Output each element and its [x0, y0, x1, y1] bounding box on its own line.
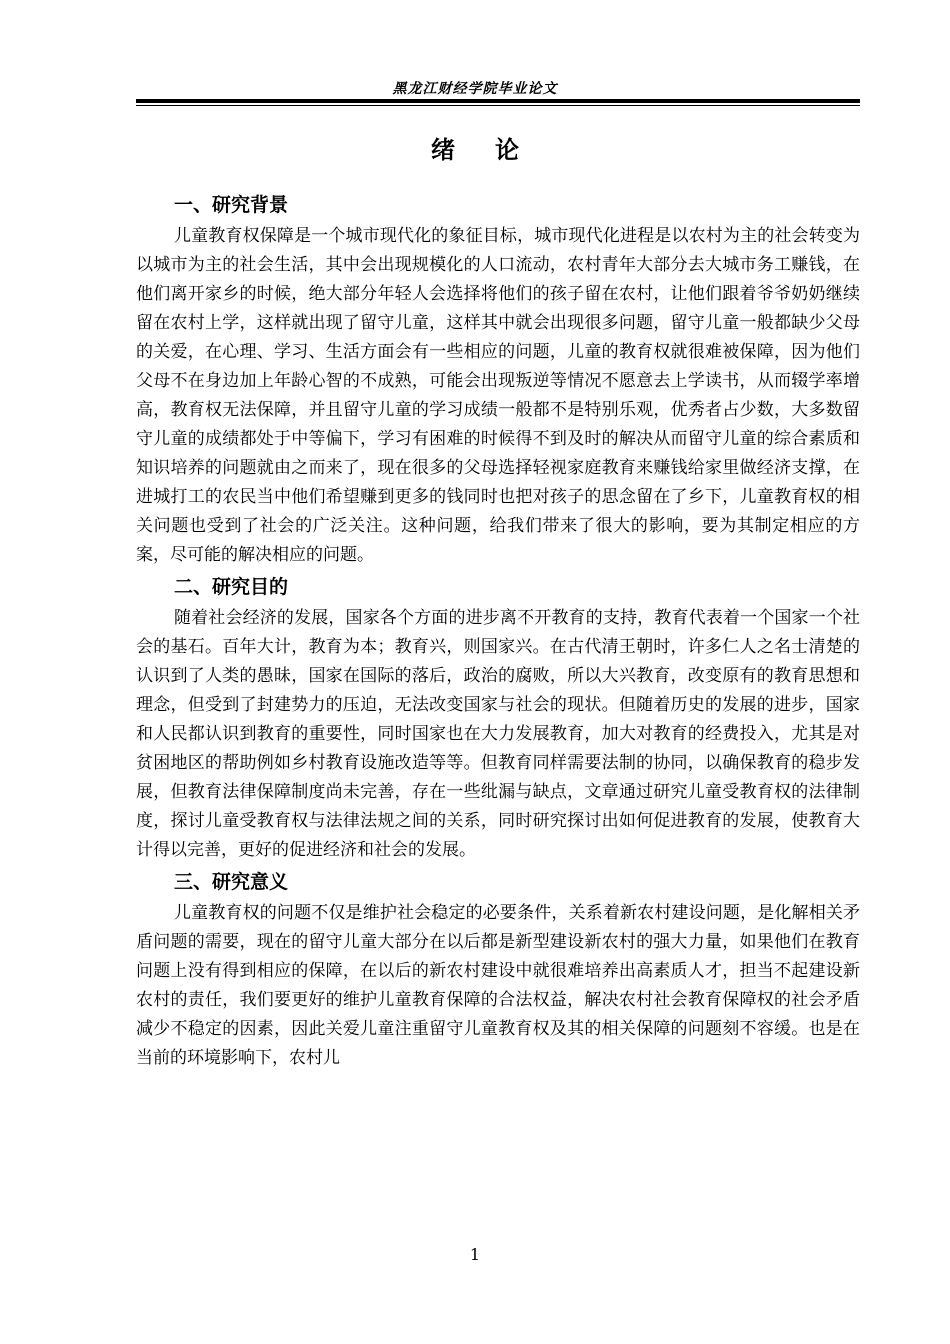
section-paragraph: 儿童教育权保障是一个城市现代化的象征目标，城市现代化进程是以农村为主的社会转变为以城市为主的社会生活，其中会出现规模化的人口流动，农村青年大部分去大城市务工赚钱，在他们离开家乡的时候，绝大部分年轻人会选择将他们的孩子留在农村，让他们跟着爷爷奶奶继续留在农村上学，这样就出现了留守儿童，这样其中就会出现很多问题，留守儿童一般都缺少父母的关爱，在心理、学习、生活方面会有一些相应的问题，儿童的教育权就很难被保障，因为他们父母不在身边加上年龄心智的不成熟，可能会出现叛逆等情况不愿意去上学读书，从而辍学率增高，教育权无法保障，并且留守儿童的学习成绩一般都不是特别乐观，优秀者占少数，大多数留守儿童的成绩都处于中等偏下，学习有困难的时候得不到及时的解决从而留守儿童的综合素质和知识培养的问题就由之而来了，现在很多的父母选择轻视家庭教育来赚钱给家里做经济支撑，在进城打工的农民当中他们希望赚到更多的钱同时也把对孩子的思念留在了乡下，儿童教育权的相关问题也受到了社会的广泛关注。这种问题，给我们带来了很大的影响，要为其制定相应的方案，尽可能的解决相应的问题。 [136, 226, 860, 565]
header-rule-thin [136, 105, 860, 106]
running-header: 黑龙江财经学院毕业论文 [392, 81, 558, 97]
section-heading: 一、研究背景 [174, 194, 289, 216]
body-content [136, 188, 860, 1073]
section-significance [136, 865, 860, 1073]
section-heading: 三、研究意义 [174, 871, 289, 893]
section-heading: 二、研究目的 [174, 576, 289, 598]
section-purpose [136, 570, 860, 865]
section-paragraph: 儿童教育权的问题不仅是维护社会稳定的必要条件，关系着新农村建设问题，是化解相关矛盾问题的需要，现在的留守儿童大部分在以后都是新型建设新农村的强大力量，如果他们在教育问题上没有得到相应的保障，在以后的新农村建设中就很难培养出高素质人才，担当不起建设新农村的责任，我们要更好的维护儿童教育保障的合法权益，解决农村社会教育保障权的社会矛盾减少不稳定的因素，因此关爱儿童注重留守儿童教育权及其的相关保障的问题刻不容缓。也是在当前的环境影响下，农村儿 [136, 903, 860, 1068]
header-rule-thick [136, 99, 860, 103]
page-number: 1 [469, 1245, 481, 1264]
section-paragraph: 随着社会经济的发展，国家各个方面的进步离不开教育的支持，教育代表着一个国家一个社会的基石。百年大计，教育为本；教育兴，则国家兴。在古代清王朝时，许多仁人之名士清楚的认识到了人类的愚昧，国家在国际的落后，政治的腐败，所以大兴教育，改变原有的教育思想和理念，但受到了封建势力的压迫，无法改变国家与社会的现状。但随着历史的发展的进步，国家和人民都认识到教育的重要性，同时国家也在大力发展教育，加大对教育的经费投入，尤其是对贫困地区的帮助例如乡村教育设施改造等等。但教育同样需要法制的协同，以确保教育的稳步发展，但教育法律保障制度尚未完善，存在一些纰漏与缺点，文章通过研究儿童受教育权的法律制度，探讨儿童受教育权与法律法规之间的关系，同时研究探讨出如何促进教育的发展，使教育大计得以完善，更好的促进经济和社会的发展。 [136, 608, 860, 860]
section-background [136, 188, 860, 570]
chapter-title: 绪论 [431, 136, 559, 164]
